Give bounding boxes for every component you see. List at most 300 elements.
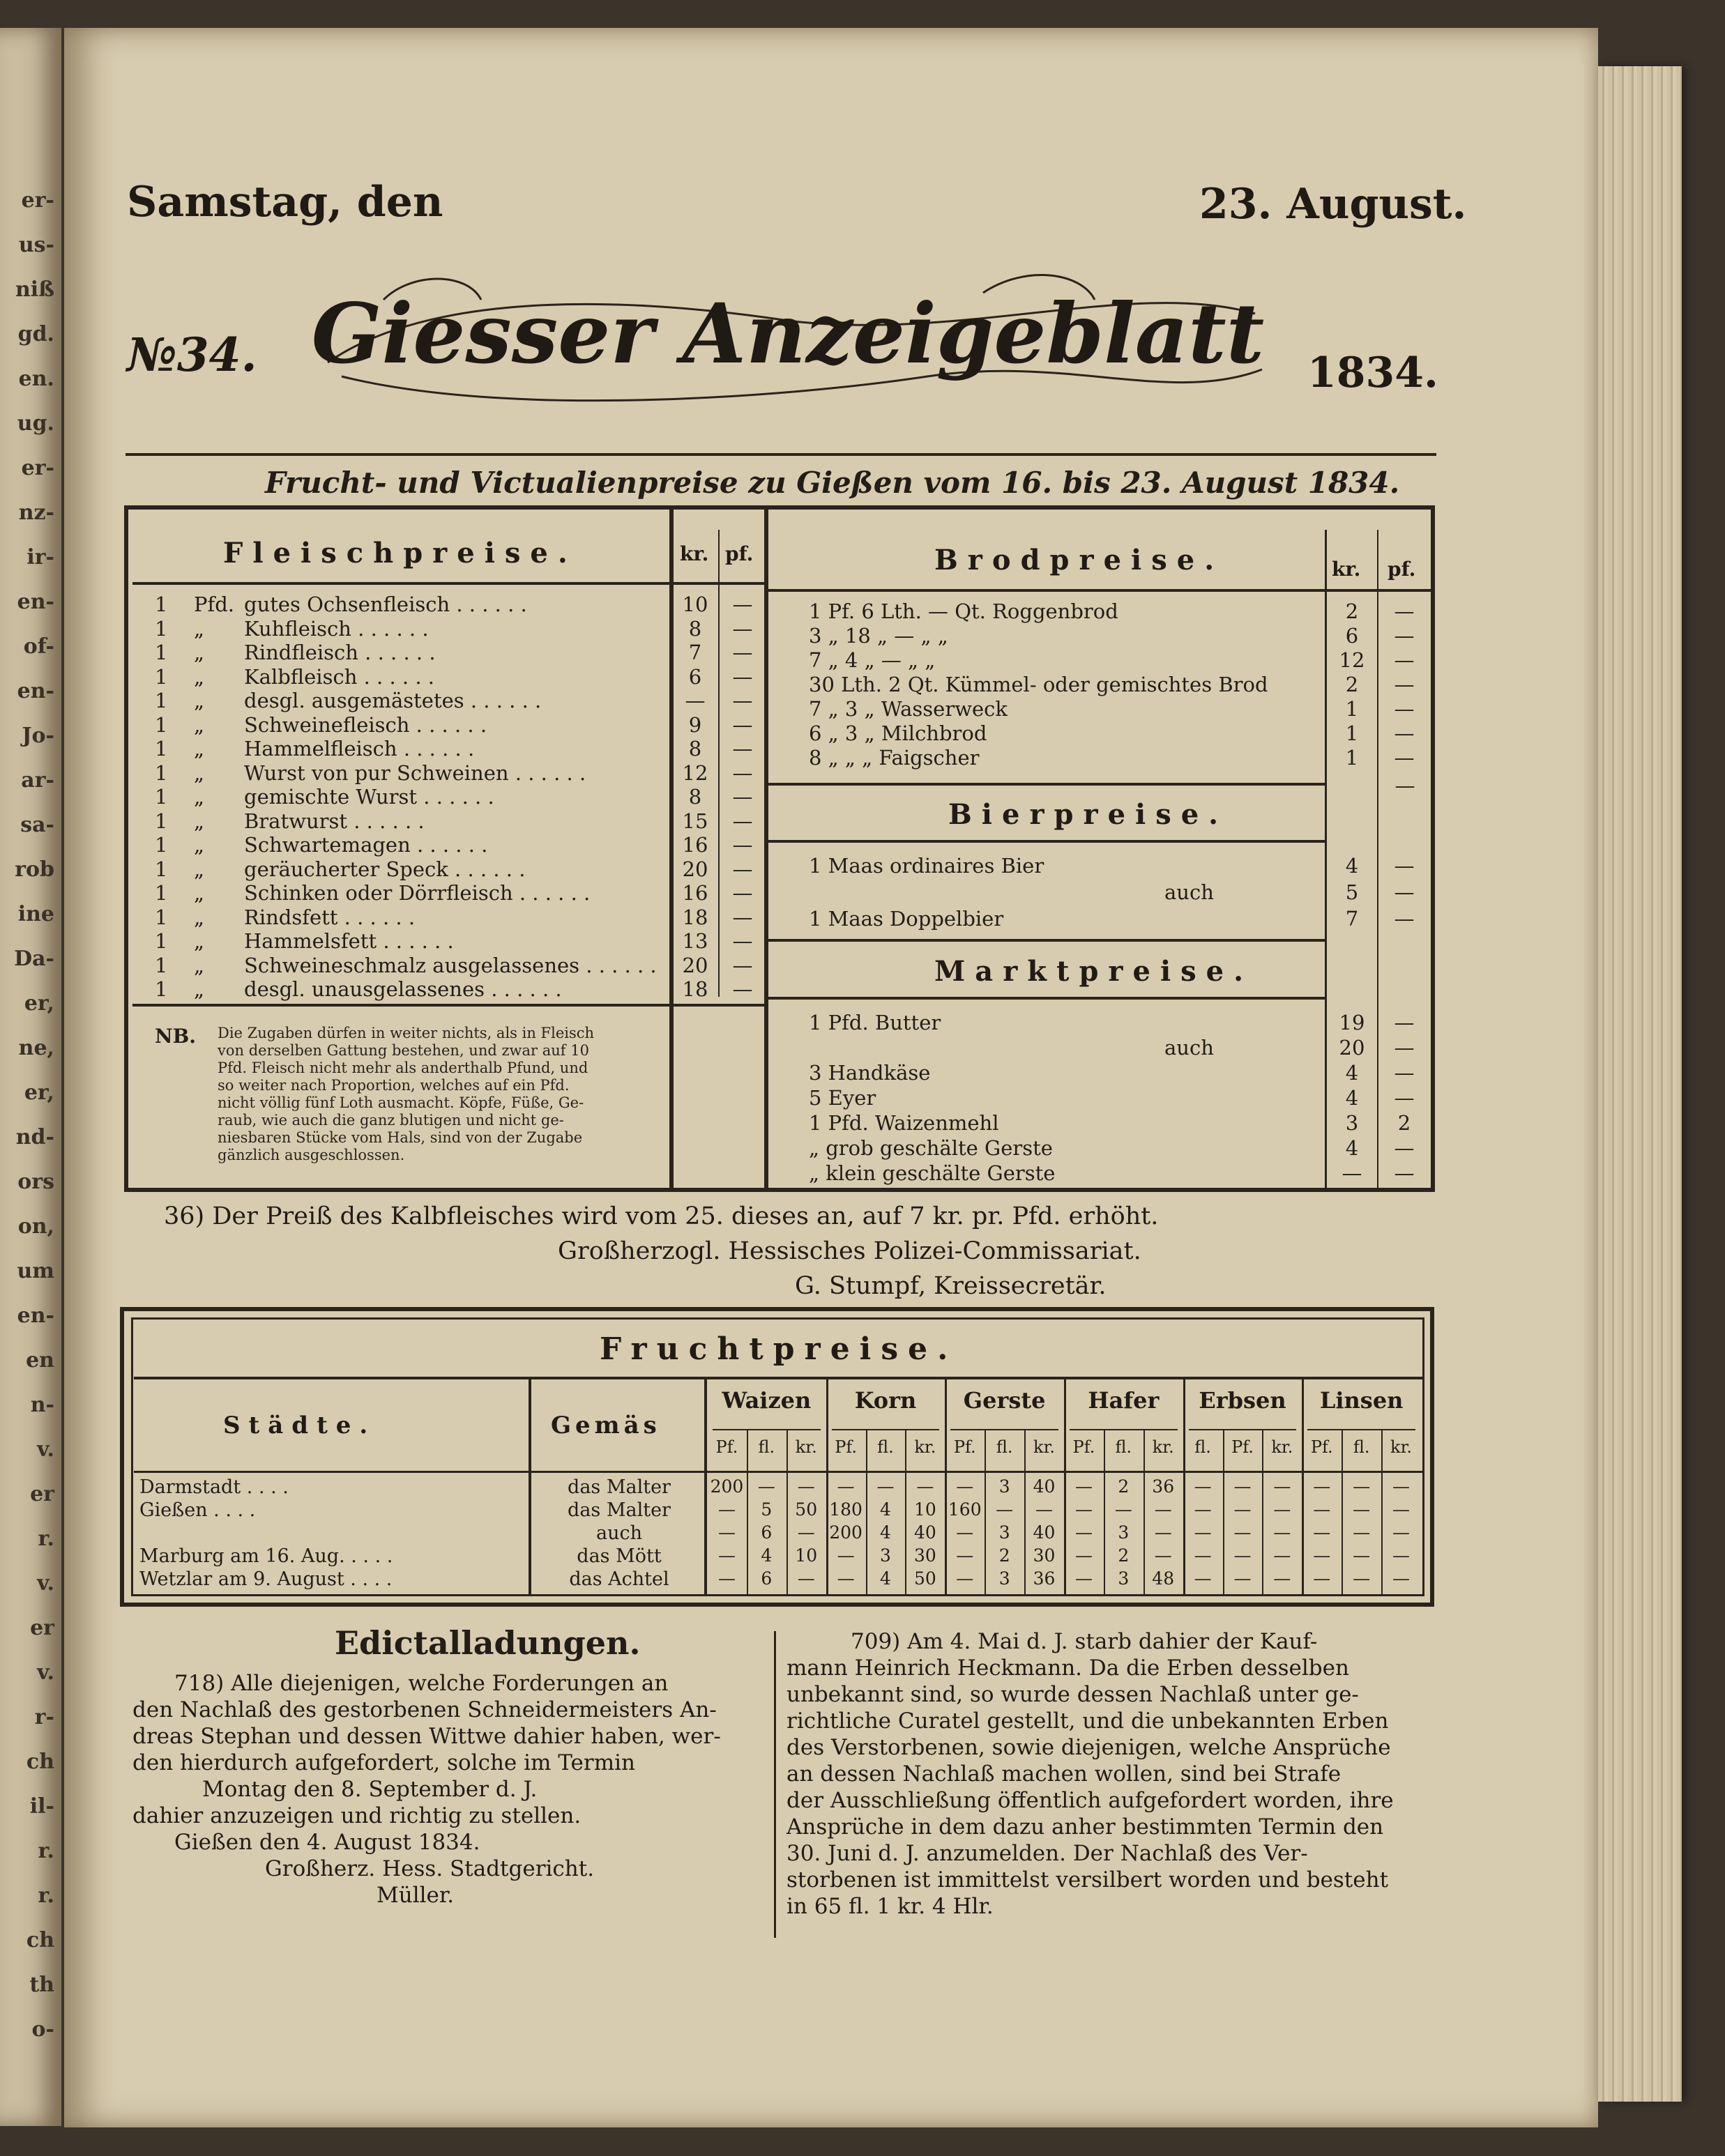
masthead-flourish bbox=[300, 258, 1276, 425]
fleisch-qty: 1 bbox=[155, 929, 168, 953]
edictal-left-line: den hierdurch aufgefordert, solche im Termin bbox=[132, 1750, 635, 1775]
frucht-measure: das Malter bbox=[568, 1476, 671, 1498]
frucht-grain-header: Erbsen bbox=[1199, 1387, 1286, 1414]
fleisch-unit: „ bbox=[194, 664, 205, 689]
left-page-fragment: um bbox=[17, 1259, 54, 1283]
frucht-col-staedte: Städte. bbox=[223, 1412, 377, 1439]
markt-item: auch bbox=[1164, 1036, 1214, 1060]
frucht-value: 10 bbox=[795, 1545, 818, 1566]
frucht-value: 2 bbox=[1118, 1545, 1130, 1566]
left-page-fragment: sa- bbox=[20, 813, 54, 837]
fleisch-pf: — bbox=[732, 760, 753, 785]
frucht-subcol-header: Pf. bbox=[835, 1437, 857, 1457]
left-page-fragment: v. bbox=[37, 1437, 54, 1462]
fleisch-item: Schweineschmalz ausgelassenes . . . . . . bbox=[244, 953, 657, 977]
fleisch-kr: 20 bbox=[682, 857, 708, 881]
frucht-value: — bbox=[1353, 1522, 1371, 1543]
edictal-left-line: dreas Stephan und dessen Wittwe dahier haben, wer- bbox=[132, 1724, 721, 1749]
left-page-fragment: en- bbox=[17, 1303, 54, 1328]
nb-note-line: raub, wie auch die ganz blutigen und nicht ge- bbox=[218, 1112, 564, 1129]
frucht-value: — bbox=[996, 1499, 1014, 1520]
frucht-value: — bbox=[1074, 1545, 1093, 1566]
frucht-value: — bbox=[1194, 1522, 1212, 1543]
frucht-value: — bbox=[876, 1476, 895, 1497]
fleisch-kr: 8 bbox=[688, 616, 702, 641]
left-page-fragment: rob bbox=[15, 857, 54, 882]
fleisch-qty: 1 bbox=[155, 760, 168, 785]
brod-pf: — bbox=[1394, 673, 1415, 696]
bier-pf: — bbox=[1394, 854, 1415, 878]
brod-kr-divider bbox=[1325, 530, 1327, 1188]
frucht-value: — bbox=[1114, 1499, 1132, 1520]
fleisch-unit: „ bbox=[194, 689, 205, 712]
frucht-value: 180 bbox=[829, 1499, 862, 1520]
frucht-city: Marburg am 16. Aug. . . . . bbox=[139, 1545, 393, 1567]
fleisch-kr: 16 bbox=[682, 833, 708, 857]
fleisch-unit: „ bbox=[194, 905, 205, 929]
frucht-value: 3 bbox=[998, 1476, 1010, 1497]
markt-item: 3 Handkäse bbox=[809, 1061, 931, 1085]
frucht-sub-rule bbox=[832, 1429, 940, 1430]
masthead-title bbox=[300, 258, 1276, 425]
fleisch-qty: 1 bbox=[155, 641, 168, 664]
frucht-value: — bbox=[1233, 1476, 1252, 1497]
markt-item: 5 Eyer bbox=[809, 1086, 876, 1110]
frucht-subcol-header: Pf. bbox=[715, 1437, 738, 1457]
fleisch-pf: — bbox=[732, 857, 753, 881]
left-page-fragment: Da- bbox=[14, 947, 54, 971]
frucht-subcol-header: Pf. bbox=[953, 1437, 976, 1457]
frucht-value: — bbox=[1233, 1522, 1252, 1543]
left-page-fragment: gd. bbox=[17, 322, 54, 346]
brod-pf-divider bbox=[1377, 530, 1378, 1188]
frucht-value: 3 bbox=[880, 1545, 891, 1566]
fleisch-pf: — bbox=[732, 616, 753, 641]
nb-note-line: von derselben Gattung bestehen, und zwar auf 10 bbox=[218, 1042, 589, 1059]
fleisch-unit: „ bbox=[194, 641, 205, 664]
fleisch-qty: 1 bbox=[155, 977, 168, 1001]
frucht-subcol-header: Pf. bbox=[1072, 1437, 1095, 1457]
frucht-value: 36 bbox=[1152, 1476, 1175, 1497]
bier-pf: — bbox=[1394, 907, 1415, 931]
brod-pf: — bbox=[1394, 624, 1415, 648]
fleisch-col-pf: pf. bbox=[725, 542, 754, 565]
left-page-fragment: er, bbox=[24, 991, 54, 1016]
frucht-value: — bbox=[837, 1476, 855, 1497]
frucht-grain-header: Korn bbox=[854, 1387, 917, 1414]
fleisch-title: Fleischpreise. bbox=[223, 537, 577, 569]
frucht-value: 48 bbox=[1152, 1568, 1175, 1589]
fleisch-item: Rindsfett . . . . . . bbox=[244, 905, 416, 929]
fleisch-qty: 1 bbox=[155, 833, 168, 857]
fleisch-unit: „ bbox=[194, 977, 205, 1001]
frucht-value: — bbox=[1392, 1568, 1411, 1589]
frucht-value: — bbox=[1313, 1476, 1331, 1497]
markt-pf: — bbox=[1394, 1161, 1415, 1185]
brod-item: 30 Lth. 2 Qt. Kümmel- oder gemischtes Brod bbox=[809, 673, 1268, 696]
bier-kr: 4 bbox=[1345, 854, 1359, 878]
frucht-value: 40 bbox=[1033, 1522, 1056, 1543]
fleisch-unit: „ bbox=[194, 760, 205, 785]
frucht-value: 40 bbox=[1033, 1476, 1056, 1497]
fleisch-pf: — bbox=[732, 833, 753, 857]
markt-pf: — bbox=[1394, 1011, 1415, 1034]
brod-item: 8 „ „ „ Faigscher bbox=[809, 746, 980, 770]
nb-note-line: Pfd. Fleisch nicht mehr als anderthalb Pfund, und bbox=[218, 1060, 588, 1076]
nb-label: NB. bbox=[155, 1025, 197, 1048]
fleisch-kr: 6 bbox=[688, 664, 702, 689]
frucht-value: 30 bbox=[1033, 1545, 1056, 1566]
edictal-left-line: Montag den 8. September d. J. bbox=[202, 1777, 538, 1802]
edictal-right-line: 709) Am 4. Mai d. J. starb dahier der Kauf- bbox=[851, 1629, 1318, 1654]
markt-kr: 4 bbox=[1345, 1136, 1359, 1160]
frucht-value: 200 bbox=[710, 1476, 744, 1497]
fleisch-pf: — bbox=[732, 905, 753, 929]
brod-title: Brodpreise. bbox=[934, 544, 1224, 576]
fleisch-pf: — bbox=[732, 737, 753, 760]
frucht-value: 30 bbox=[913, 1545, 936, 1566]
fleisch-pf: — bbox=[732, 929, 753, 953]
frucht-value: 2 bbox=[998, 1545, 1010, 1566]
frucht-value: — bbox=[1194, 1568, 1212, 1589]
left-page-fragment: en bbox=[26, 1348, 54, 1373]
nb-note-line: niesbaren Stücke vom Hals, sind von der Zugabe bbox=[218, 1129, 583, 1146]
markt-pf: — bbox=[1394, 1036, 1415, 1060]
fleisch-kr: 10 bbox=[682, 592, 708, 616]
fleisch-item: Schwartemagen . . . . . . bbox=[244, 833, 488, 857]
frucht-title-rule bbox=[134, 1377, 1422, 1379]
brod-kr: 2 bbox=[1345, 599, 1359, 623]
frucht-value: — bbox=[1392, 1499, 1411, 1520]
left-page-fragment: th bbox=[29, 1973, 54, 1997]
left-page-fragment: er bbox=[30, 1616, 54, 1640]
notice-36-line1: 36) Der Preiß des Kalbfleisches wird vom 25. dieses an, auf 7 kr. pr. Pfd. erhöht. bbox=[164, 1202, 1159, 1230]
markt-top-rule bbox=[768, 939, 1326, 942]
fleisch-unit: Pfd. bbox=[194, 592, 235, 616]
fleisch-unit: „ bbox=[194, 737, 205, 760]
brod-kr: 1 bbox=[1345, 697, 1359, 721]
frucht-value: 2 bbox=[1118, 1476, 1130, 1497]
masthead-title-text: Giesser Anzeigeblatt bbox=[311, 285, 1265, 382]
left-page-fragment: en- bbox=[17, 679, 54, 703]
edictal-right-line: der Ausschließung öffentlich aufgefordert worden, ihre bbox=[786, 1788, 1394, 1813]
fleisch-item: Hammelfleisch . . . . . . bbox=[244, 737, 475, 760]
left-page-fragment: nz- bbox=[18, 500, 54, 525]
fleisch-kr: 12 bbox=[682, 760, 708, 785]
frucht-value: 36 bbox=[1033, 1568, 1056, 1589]
frucht-value: — bbox=[1233, 1499, 1252, 1520]
frucht-value: — bbox=[717, 1499, 736, 1520]
fleisch-qty: 1 bbox=[155, 689, 168, 712]
markt-kr: 20 bbox=[1339, 1036, 1365, 1060]
markt-pf: 2 bbox=[1397, 1111, 1411, 1135]
frucht-measure: auch bbox=[596, 1522, 642, 1544]
frucht-value: — bbox=[1273, 1476, 1291, 1497]
fleisch-qty: 1 bbox=[155, 785, 168, 809]
edictal-left-line: Müller. bbox=[377, 1883, 455, 1908]
frucht-value: — bbox=[1154, 1499, 1172, 1520]
frucht-measure: das Mött bbox=[577, 1545, 662, 1567]
frucht-value: 160 bbox=[948, 1499, 982, 1520]
left-page-fragment: en. bbox=[18, 367, 54, 391]
nb-note-line: so weiter nach Proportion, welches auf ein Pfd. bbox=[218, 1077, 570, 1094]
nb-note-line: gänzlich ausgeschlossen. bbox=[218, 1147, 405, 1163]
brod-item: 7 „ 4 „ — „ „ bbox=[809, 648, 936, 672]
fleisch-unit: „ bbox=[194, 881, 205, 905]
edictal-right-line: storbenen ist immittelst versilbert worden und besteht bbox=[786, 1867, 1389, 1893]
fleisch-kr: 20 bbox=[682, 953, 708, 977]
markt-kr: 19 bbox=[1339, 1011, 1365, 1034]
nb-note-line: nicht völlig fünf Loth ausmacht. Köpfe, Füße, Ge- bbox=[218, 1094, 584, 1111]
brod-kr: 6 bbox=[1345, 624, 1359, 648]
markt-item: „ grob geschälte Gerste bbox=[809, 1136, 1053, 1160]
fleisch-item: geräucherter Speck . . . . . . bbox=[244, 857, 526, 881]
fleisch-item: Schweinefleisch . . . . . . bbox=[244, 712, 487, 737]
fleisch-unit: „ bbox=[194, 833, 205, 857]
frucht-value: 10 bbox=[913, 1499, 936, 1520]
fleisch-item: Bratwurst . . . . . . bbox=[244, 809, 425, 833]
left-page-fragment: ug. bbox=[17, 411, 54, 436]
fleisch-pf: — bbox=[732, 953, 753, 977]
left-page-fragment: il- bbox=[29, 1794, 54, 1819]
frucht-value: — bbox=[757, 1476, 775, 1497]
brod-kr: 12 bbox=[1339, 648, 1365, 672]
frucht-value: 4 bbox=[880, 1522, 891, 1543]
fleisch-pf: — bbox=[732, 641, 753, 664]
fleisch-kr: 13 bbox=[682, 929, 708, 953]
frucht-value: 3 bbox=[1118, 1522, 1130, 1543]
frucht-value: — bbox=[1353, 1568, 1371, 1589]
bier-item: auch bbox=[1164, 880, 1214, 904]
edictal-right-line: 30. Juni d. J. anzumelden. Der Nachlaß des Ver- bbox=[786, 1841, 1308, 1866]
brod-header-rule bbox=[768, 589, 1431, 592]
fleisch-unit: „ bbox=[194, 929, 205, 953]
fleisch-item: desgl. unausgelassenes . . . . . . bbox=[244, 977, 562, 1001]
brod-extra-pf: — bbox=[1395, 774, 1415, 797]
brod-pf: — bbox=[1394, 599, 1415, 623]
frucht-value: — bbox=[1273, 1568, 1291, 1589]
frucht-subcol-header: fl. bbox=[877, 1437, 894, 1457]
frucht-value: — bbox=[1313, 1568, 1331, 1589]
fleisch-pf: — bbox=[732, 712, 753, 737]
left-page-fragment: r. bbox=[38, 1883, 54, 1908]
fleisch-qty: 1 bbox=[155, 881, 168, 905]
fleisch-pf: — bbox=[732, 881, 753, 905]
edictal-right-line: in 65 fl. 1 kr. 4 Hlr. bbox=[786, 1894, 994, 1919]
fleisch-pf: — bbox=[732, 592, 753, 616]
frucht-value: 3 bbox=[998, 1522, 1010, 1543]
frucht-value: — bbox=[1194, 1545, 1212, 1566]
edictal-right-line: mann Heinrich Heckmann. Da die Erben desselben bbox=[786, 1656, 1349, 1681]
fleisch-item: Rindfleisch . . . . . . bbox=[244, 641, 436, 664]
frucht-value: — bbox=[1353, 1499, 1371, 1520]
frucht-subcol-header: fl. bbox=[1115, 1437, 1132, 1457]
frucht-grain-header: Gerste bbox=[963, 1387, 1046, 1414]
fleisch-kr: — bbox=[685, 689, 706, 712]
brod-item: 1 Pf. 6 Lth. — Qt. Roggenbrod bbox=[809, 599, 1118, 623]
markt-item: „ klein geschälte Gerste bbox=[809, 1161, 1056, 1185]
left-page-fragment: ir- bbox=[26, 545, 54, 569]
fleisch-kr: 18 bbox=[682, 977, 708, 1001]
frucht-value: — bbox=[1273, 1522, 1291, 1543]
frucht-sub-rule bbox=[713, 1429, 821, 1430]
frucht-subcol-header: kr. bbox=[914, 1437, 936, 1457]
frucht-value: — bbox=[1074, 1522, 1093, 1543]
fleisch-qty: 1 bbox=[155, 953, 168, 977]
frucht-value: — bbox=[1233, 1545, 1252, 1566]
left-page-fragment: er- bbox=[21, 456, 54, 480]
left-page-fragment: niß bbox=[15, 277, 54, 302]
left-page-fragment: o- bbox=[31, 2017, 54, 2042]
left-page-fragment: r- bbox=[34, 1705, 54, 1729]
markt-item: 1 Pfd. Butter bbox=[809, 1011, 941, 1034]
left-page-fragment: er- bbox=[21, 188, 54, 213]
frucht-value: — bbox=[956, 1568, 974, 1589]
frucht-value: — bbox=[956, 1476, 974, 1497]
fleisch-kr: 9 bbox=[688, 712, 702, 737]
frucht-col-divider bbox=[529, 1377, 531, 1594]
frucht-value: — bbox=[1154, 1545, 1172, 1566]
brod-item: 6 „ 3 „ Milchbrod bbox=[809, 721, 987, 745]
fleisch-item: gemischte Wurst . . . . . . bbox=[244, 785, 494, 809]
frucht-value: — bbox=[717, 1545, 736, 1566]
notice-36-authority: Großherzogl. Hessisches Polizei-Commissariat. bbox=[558, 1237, 1141, 1265]
left-page-fragment: n- bbox=[30, 1393, 54, 1417]
fleisch-qty: 1 bbox=[155, 857, 168, 881]
frucht-value: 3 bbox=[998, 1568, 1010, 1589]
fleisch-pf: — bbox=[732, 785, 753, 809]
fleisch-item: Hammelsfett . . . . . . bbox=[244, 929, 454, 953]
frucht-value: — bbox=[1194, 1476, 1212, 1497]
frucht-value: — bbox=[1313, 1545, 1331, 1566]
frucht-value: — bbox=[837, 1568, 855, 1589]
frucht-city: Gießen . . . . bbox=[139, 1499, 256, 1521]
fleisch-item: gutes Ochsenfleisch . . . . . . bbox=[244, 592, 527, 616]
left-page-fragment: er, bbox=[24, 1080, 54, 1105]
fleisch-qty: 1 bbox=[155, 737, 168, 760]
frucht-value: — bbox=[1074, 1476, 1093, 1497]
frucht-subcol-header: kr. bbox=[1390, 1437, 1413, 1457]
prices-heading: Frucht- und Victualienpreise zu Gießen vom 16. bis 23. August 1834. bbox=[265, 466, 1400, 500]
fleisch-unit: „ bbox=[194, 785, 205, 809]
fleisch-item: desgl. ausgemästetes . . . . . . bbox=[244, 689, 542, 712]
frucht-subcol-header: kr. bbox=[1271, 1437, 1293, 1457]
frucht-value: 40 bbox=[913, 1522, 936, 1543]
frucht-value: — bbox=[956, 1545, 974, 1566]
brod-kr: 2 bbox=[1345, 673, 1359, 696]
frucht-value: — bbox=[1273, 1545, 1291, 1566]
frucht-value: — bbox=[797, 1568, 815, 1589]
frucht-value: — bbox=[1194, 1499, 1212, 1520]
frucht-value: — bbox=[916, 1476, 934, 1497]
frucht-subcol-header: Pf. bbox=[1231, 1437, 1254, 1457]
frucht-value: 3 bbox=[1118, 1568, 1130, 1589]
left-page-fragment: ch bbox=[26, 1750, 54, 1774]
markt-kr: 4 bbox=[1345, 1061, 1359, 1085]
edictal-right-line: an dessen Nachlaß machen wollen, sind bei Strafe bbox=[786, 1761, 1342, 1787]
fleisch-item: Schinken oder Dörrfleisch . . . . . . bbox=[244, 881, 591, 905]
brod-item: 7 „ 3 „ Wasserweck bbox=[809, 697, 1008, 721]
frucht-value: — bbox=[1392, 1476, 1411, 1497]
frucht-subcol-header: kr. bbox=[795, 1437, 817, 1457]
nb-note bbox=[218, 1025, 671, 1164]
page-stack-edge bbox=[1598, 66, 1682, 2102]
left-page-fragment: nd- bbox=[15, 1125, 54, 1149]
fleisch-unit: „ bbox=[194, 857, 205, 881]
brod-kr: 1 bbox=[1345, 721, 1359, 745]
left-page-fragment: v. bbox=[37, 1660, 54, 1685]
bier-header-rule bbox=[768, 840, 1326, 843]
bier-kr: 5 bbox=[1345, 880, 1359, 904]
fleisch-kr: 15 bbox=[682, 809, 708, 833]
markt-kr: — bbox=[1342, 1161, 1362, 1185]
issue-number: №34. bbox=[127, 328, 257, 382]
fleisch-pf: — bbox=[732, 809, 753, 833]
frucht-value: — bbox=[1233, 1568, 1252, 1589]
frucht-measure: das Achtel bbox=[569, 1568, 669, 1590]
edictal-left-line: dahier anzuzeigen und richtig zu stellen. bbox=[132, 1803, 582, 1828]
frucht-value: — bbox=[1313, 1499, 1331, 1520]
frucht-value: 4 bbox=[880, 1499, 891, 1520]
frucht-city: Wetzlar am 9. August . . . . bbox=[139, 1568, 393, 1590]
fleisch-item: Kalbfleisch . . . . . . bbox=[244, 664, 434, 689]
frucht-value: — bbox=[797, 1522, 815, 1543]
edictal-right-line: richtliche Curatel gestellt, und die unbekannten Erben bbox=[786, 1708, 1389, 1734]
edictal-left-line: 718) Alle diejenigen, welche Forderungen an bbox=[174, 1671, 669, 1696]
brod-pf: — bbox=[1394, 746, 1415, 770]
brod-col-pf: pf. bbox=[1388, 558, 1416, 581]
fleisch-col-kr: kr. bbox=[680, 542, 709, 565]
fleisch-qty: 1 bbox=[155, 592, 168, 616]
frucht-value: — bbox=[1273, 1499, 1291, 1520]
frucht-city: Darmstadt . . . . bbox=[139, 1476, 289, 1498]
frucht-grain-header: Linsen bbox=[1319, 1387, 1404, 1414]
bier-title: Bierpreise. bbox=[948, 798, 1229, 831]
frucht-value: 6 bbox=[761, 1568, 773, 1589]
masthead-rule bbox=[126, 453, 1436, 456]
fleisch-kr: 8 bbox=[688, 737, 702, 760]
edictal-left-line: den Nachlaß des gestorbenen Schneidermeisters An- bbox=[132, 1697, 717, 1722]
fleisch-qty: 1 bbox=[155, 664, 168, 689]
frucht-subcol-header: fl. bbox=[1353, 1437, 1370, 1457]
fleisch-unit: „ bbox=[194, 616, 205, 641]
left-page-fragment: of- bbox=[23, 634, 54, 659]
frucht-sub-rule bbox=[950, 1429, 1058, 1430]
markt-pf: — bbox=[1394, 1061, 1415, 1085]
frucht-value: — bbox=[1353, 1476, 1371, 1497]
markt-pf: — bbox=[1394, 1086, 1415, 1110]
frucht-subcol-header: fl. bbox=[758, 1437, 775, 1457]
fleisch-kr: 16 bbox=[682, 881, 708, 905]
left-page-fragment: ors bbox=[17, 1170, 54, 1194]
frucht-value: — bbox=[717, 1522, 736, 1543]
left-page-fragment: er bbox=[30, 1482, 54, 1506]
markt-item: 1 Pfd. Waizenmehl bbox=[809, 1111, 999, 1135]
brod-col-kr: kr. bbox=[1332, 558, 1361, 581]
fleisch-pf: — bbox=[732, 977, 753, 1001]
left-page-fragment: r. bbox=[38, 1839, 54, 1863]
fleisch-unit: „ bbox=[194, 712, 205, 737]
edictal-heading: Edictalladungen. bbox=[335, 1624, 641, 1662]
left-page-fragment: v. bbox=[37, 1571, 54, 1596]
frucht-value: 4 bbox=[880, 1568, 891, 1589]
left-page-fragment: ine bbox=[17, 902, 54, 926]
left-page-fragment: ch bbox=[26, 1928, 54, 1952]
markt-kr: 4 bbox=[1345, 1086, 1359, 1110]
frucht-value: — bbox=[797, 1476, 815, 1497]
fleisch-qty: 1 bbox=[155, 712, 168, 737]
frucht-sub-rule bbox=[1307, 1429, 1415, 1430]
